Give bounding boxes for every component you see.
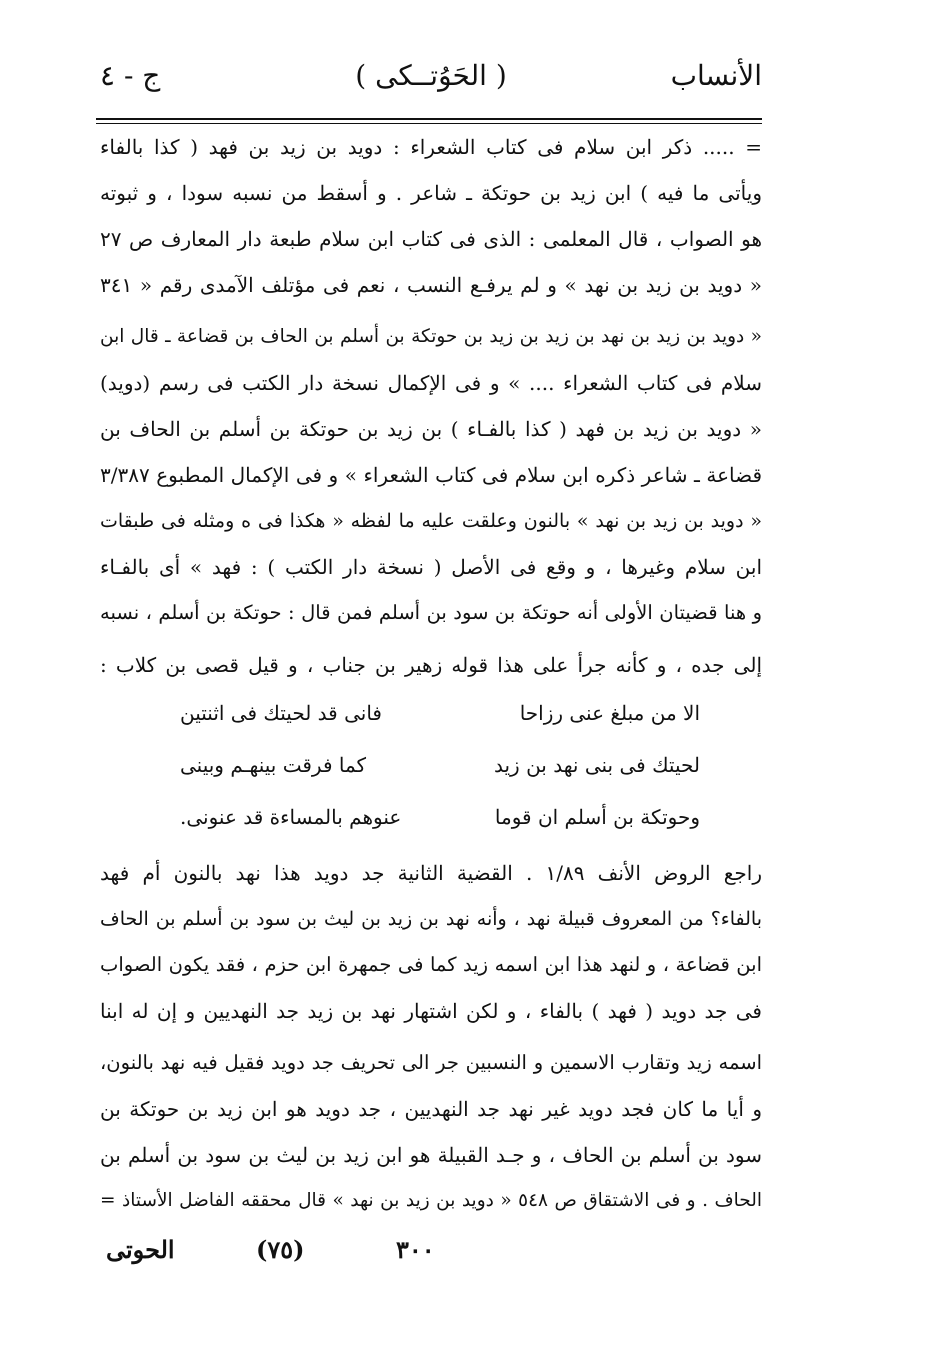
text-line: ابن قضاعة ، و لنهد هذا ابن اسمه زيد كما فى جمهرة ابن حزم ، فقد يكون الصواب xyxy=(100,953,762,976)
text-line: هو الصواب ، قال المعلمى : الذى فى كتاب ابن سلام طبعة دار المعارف ص ٢٧ xyxy=(100,227,762,251)
page-footer xyxy=(106,1228,756,1274)
verse-first-hemistich: الا من مبلغ عنى رزاحا xyxy=(519,701,700,725)
verse xyxy=(140,742,700,788)
header-book-title: الأنساب xyxy=(670,59,762,92)
text-line: و أيا ما كان فجد دويد غير نهد جد النهديين ، جد دويد هو ابن زيد بن حوتكة بن xyxy=(100,1097,762,1121)
text-line: سود بن أسلم بن الحاف ، و جـد القبيلة هو ابن زيد بن ليث بن سود بن أسلم بن xyxy=(100,1143,762,1167)
text-line: « دويد بن زيد بن نهد بن زيد بن زيد بن حوتكة بن أسلم بن الحاف بن قضاعة ـ قال ابن xyxy=(100,326,762,347)
text-line: قضاعة ـ شاعر ذكره ابن سلام فى كتاب الشعراء » و فى الإكمال المطبوع ٣/٣٨٧ xyxy=(100,463,762,487)
text-line: إلى جده ، و كأنه جرأ على هذا قوله زهير بن جناب ، و قيل قصى بن كلاب : xyxy=(100,653,762,677)
verse-second-hemistich: كما فرقت بينهـم وبينى xyxy=(180,753,367,777)
verse xyxy=(140,690,700,736)
text-line: اسمه زيد وتقارب الاسمين و النسبين جر الى تحريف جد دويد فقيل فيه نهد بالنون، xyxy=(100,1051,762,1074)
text-line: « دويد بن زيد بن نهد » و لم يرفـع النسب ، نعم فى مؤتلف الآمدى رقم « ٣٤١ xyxy=(100,273,762,297)
header-entry-title: ( الحَوُتــكى ) xyxy=(355,59,507,92)
text-line: الحاف . و فى الاشتقاق ص ٥٤٨ « دويد بن زيد بن نهد » قال محققه الفاضل الأستاذ = xyxy=(100,1190,762,1211)
verse-second-hemistich: فانى قد لحيتك فى اثنتين xyxy=(180,701,382,725)
verse-second-hemistich: عنوهم بالمساءة قد عنونى. xyxy=(180,805,402,829)
running-header xyxy=(100,56,762,104)
text-line: فى جد دويد ( فهد ) بالفاء ، و لكن اشتهار نهد بن زيد جد النهديين و إن له ابنا xyxy=(100,999,762,1023)
text-line: راجع الروض الأنف ١/٨٩ . القضية الثانية جد دويد هذا نهد بالنون أم فهد xyxy=(100,861,762,885)
entry-number: (٧٥) xyxy=(256,1235,305,1264)
catchword: الحوتى xyxy=(106,1235,175,1264)
verse-first-hemistich: لحيتك فى بنى نهد بن زيد xyxy=(493,753,700,777)
text-line: و هنا قضيتان الأولى أنه حوتكة بن سود بن أسلم فمن قال : حوتكة بن أسلم ، نسبه xyxy=(100,601,762,624)
text-line: ويأتى ما فيه ) ابن زيد بن حوتكة ـ شاعر . و أسقط من نسبه سودا ، و ثبوته xyxy=(100,181,762,205)
page-number: ٣٠٠ xyxy=(396,1235,435,1264)
header-volume: ج - ٤ xyxy=(100,59,161,92)
text-line: « دويد بن زيد بن نهد » بالنون وعلقت عليه ما لفظه « هكذا فى ه ومثله فى طبقات xyxy=(100,510,762,532)
text-line: سلام فى كتاب الشعراء .... » و فى الإكمال نسخة دار الكتب فى رسم (دويد) xyxy=(100,371,762,395)
text-line: = ..... ذكر ابن سلام فى كتاب الشعراء : دويد بن زيد بن فهد ( كذا بالفاء xyxy=(100,135,762,159)
text-line: ابن سلام وغيرها ، و وقع فى الأصل ( نسخة دار الكتب ) : فهد » أى بالفـاء xyxy=(100,555,762,579)
verse xyxy=(140,794,700,840)
verse-first-hemistich: وحوتكة بن أسلم ان قوما xyxy=(494,805,700,829)
header-rule xyxy=(96,118,762,120)
text-line: بالفاء؟ من المعروف قبيلة نهد ، وأنه نهد بن زيد بن ليث بن سود بن أسلم بن الحاف xyxy=(100,908,762,930)
text-line: « دويد بن زيد بن فهد ( كذا بالفـاء ) بن زيد بن حوتكة بن أسلم بن الحاف بن xyxy=(100,417,762,441)
